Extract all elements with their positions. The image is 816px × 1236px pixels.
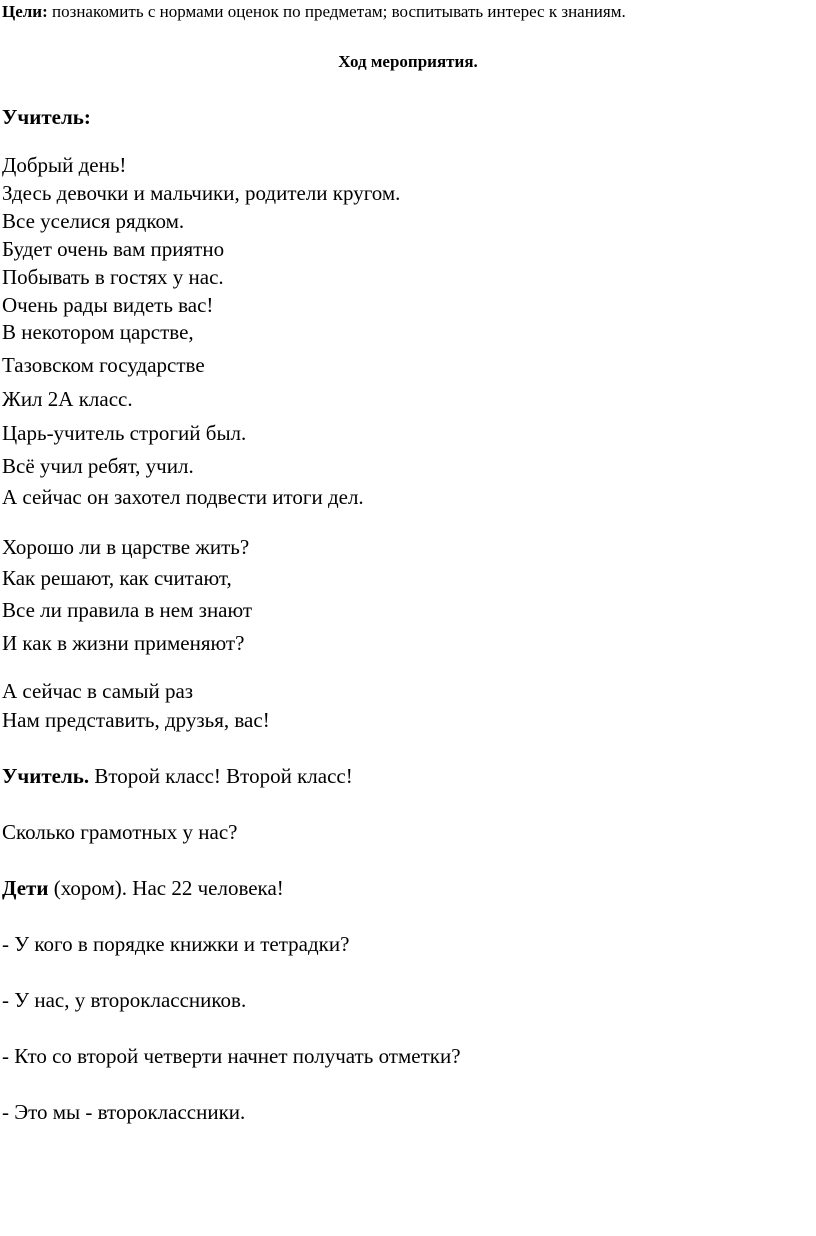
teacher-heading: Учитель:	[2, 105, 91, 129]
dialogue-line: - У кого в порядке книжки и тетрадки?	[2, 932, 350, 956]
poem-line: Как решают, как считают,	[2, 566, 232, 590]
poem-line: А сейчас в самый раз	[2, 679, 194, 703]
poem-line: И как в жизни применяют?	[2, 631, 245, 655]
poem-line: Всё учил ребят, учил.	[2, 454, 194, 478]
poem-line: Тазовском государстве	[2, 353, 205, 377]
poem-line: Все уселися рядком.	[2, 209, 185, 233]
poem-line: Все ли правила в нем знают	[2, 598, 253, 622]
poem-line: Нам представить, друзья, вас!	[2, 708, 270, 732]
poem-line: Будет очень вам приятно	[2, 237, 225, 261]
poem-line: Здесь девочки и мальчики, родители кругом.	[2, 181, 401, 205]
speaker-label: Дети	[2, 876, 49, 900]
teacher-line	[2, 766, 353, 787]
dialogue-line: - У нас, у второклассников.	[2, 988, 247, 1012]
goals-text: познакомить с нормами оценок по предметам; воспитывать интерес к знаниям.	[47, 2, 626, 21]
poem-line: Побывать в гостях у нас.	[2, 265, 224, 289]
children-line	[2, 878, 284, 899]
speech-text: Второй класс! Второй класс!	[89, 764, 353, 788]
dialogue-line: - Это мы - второклассники.	[2, 1100, 246, 1124]
speech-text: (хором). Нас 22 человека!	[48, 876, 284, 900]
poem-line: Хорошо ли в царстве жить?	[2, 535, 250, 559]
goals-label: Цели:	[2, 2, 48, 21]
poem-line: Очень рады видеть вас!	[2, 293, 214, 317]
speaker-label: Учитель.	[2, 764, 90, 788]
poem-line: Царь-учитель строгий был.	[2, 421, 247, 445]
poem-line: А сейчас он захотел подвести итоги дел.	[2, 485, 364, 509]
poem-line: Жил 2А класс.	[2, 387, 133, 411]
poem-line: Добрый день!	[2, 153, 127, 177]
poem-line: В некотором царстве,	[2, 320, 194, 344]
goals-line	[2, 3, 626, 20]
event-heading: Ход мероприятия.	[338, 52, 478, 71]
question-line: Сколько грамотных у нас?	[2, 820, 238, 844]
dialogue-line: - Кто со второй четверти начнет получать отметки?	[2, 1044, 461, 1068]
